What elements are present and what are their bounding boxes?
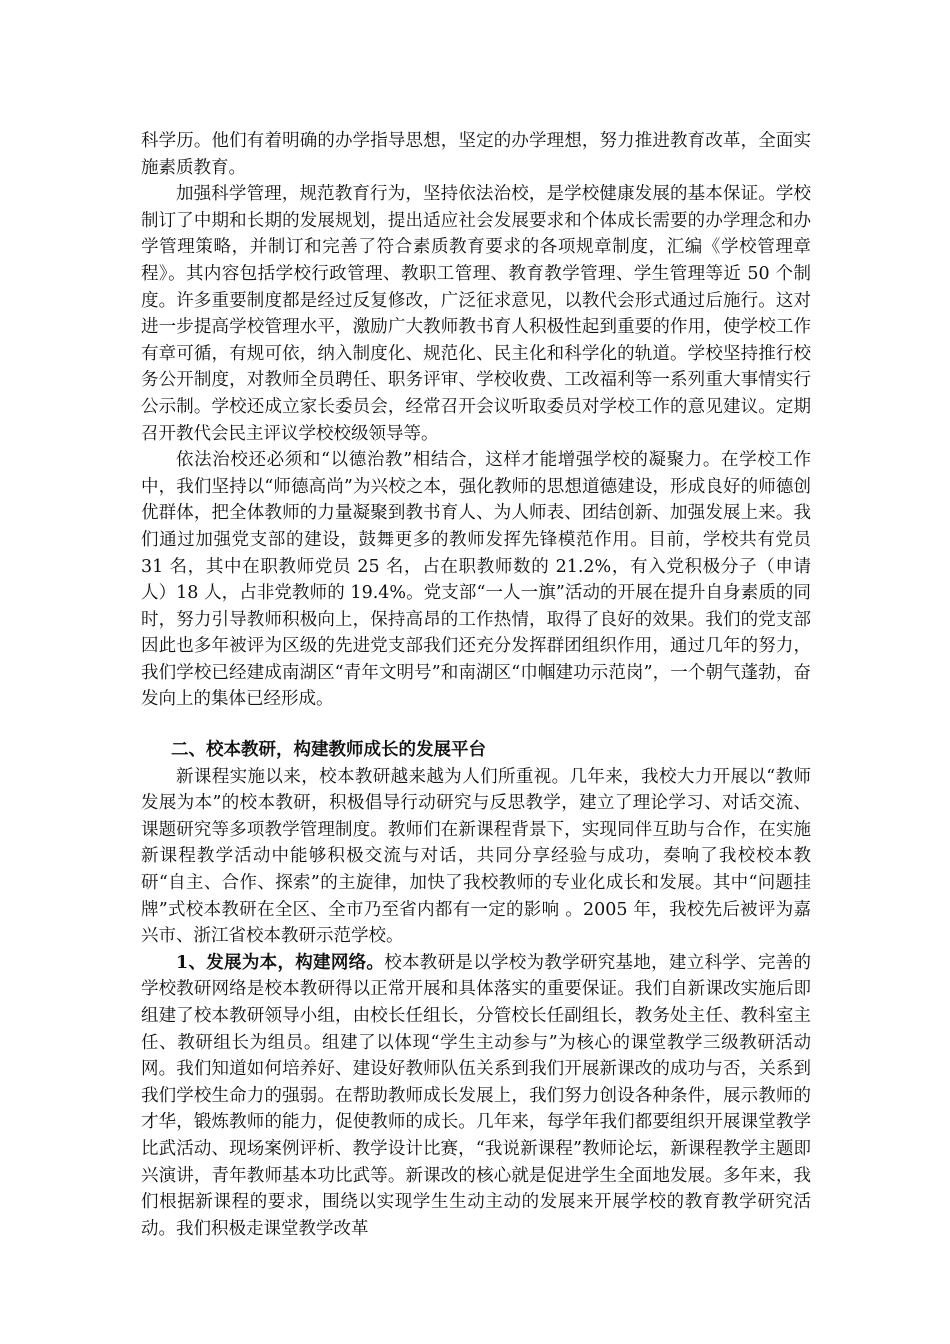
paragraph-school-research: 新课程实施以来，校本教研越来越为人们所重视。几年来，我校大力开展以“教师发展为本”的校本教研，积极倡导行动研究与反思教学，建立了理论学习、对话交流、课题研究等多项教学管理制度。教师们在新课程背景下，实现同伴互助与合作，在实施新课程教学活动中能够积极交流与对话，共同分享经验与成功，奏响了我校校本教研“自主、合作、探索”的主旋律，加快了我校教师的专业化成长和发展。其中“问题挂牌”式校本教研在全区、全市乃至省内都有一定的影响 。2005 年，我校先后被评为嘉兴市、浙江省校本教研示范学校。	[141, 766, 811, 947]
paragraph-gap	[141, 713, 811, 737]
subsection-body: 校本教研是以学校为教学研究基地，建立科学、完善的学校教研网络是校本教研得以正常开展和具体落实的重要保证。我们自新课改实施后即组建了校本教研领导小组，由校长任组长，分管校长任副组长，教务处主任、教科室主任、教研组长为组员。组建了以体现“学生主动参与”为核心的课堂教学三级教研活动网。我们知道如何培养好、建设好教师队伍关系到我们开展新课改的成功与否，关系到我们学校生命力的强弱。在帮助教师成长发展上，我们努力创设各种条件，展示教师的才华，锻炼教师的能力，促使教师的成长。几年来，每学年我们都要组织开展课堂教学比武活动、现场案例评析、教学设计比赛，“我说新课程”教师论坛，新课程教学主题即兴演讲，青年教师基本功比武等。新课改的核心就是促进学生全面地发展。多年来，我们根据新课程的要求，围绕以实现学生生动主动的发展来开展学校的教育教学研究活动。我们积极走课堂教学改革	[141, 952, 811, 1239]
document-body	[141, 128, 811, 1242]
paragraph-school-management: 加强科学管理，规范教育行为，坚持依法治校，是学校健康发展的基本保证。学校制订了中期和长期的发展规划，提出适应社会发展要求和个体成长需要的办学理念和办学管理策略，并制订和完善了符合素质教育要求的各项规章制度，汇编《学校管理章程》。其内容包括学校行政管理、教职工管理、教育教学管理、学生管理等近 50 个制度。许多重要制度都是经过反复修改，广泛征求意见，以教代会形式通过后施行。这对进一步提高学校管理水平，激励广大教师教书育人积极性起到重要的作用，使学校工作有章可循，有规可依，纳入制度化、规范化、民主化和科学化的轨道。学校坚持推行校务公开制度，对教师全员聘任、职务评审、学校收费、工改福利等一系列重大事情实行公示制。学校还成立家长委员会，经常召开会议听取委员对学校工作的意见建议。定期召开教代会民主评议学校校级领导等。	[141, 184, 811, 444]
subsection-lead: 1、发展为本，构建网络。	[176, 952, 385, 973]
paragraph-continuation: 科学历。他们有着明确的办学指导思想，坚定的办学理想，努力推进教育改革，全面实施素质教育。	[141, 131, 811, 178]
paragraph-moral-education: 依法治校还必须和“以德治教”相结合，这样才能增强学校的凝聚力。在学校工作中，我们坚持以“师德高尚”为兴校之本，强化教师的思想道德建设，形成良好的师德创优群体，把全体教师的力量凝聚到教书育人、为人师表、团结创新、加强发展上来。我们通过加强党支部的建设，鼓舞更多的教师发挥先锋模范作用。目前，学校共有党员 31 名，其中在职教师党员 25 名，占在职教师数的 21.2%，有入党积极分子（申请人）18 人，占非党教师的 19.4%。党支部“一人一旗”活动的开展在提升自身素质的同时，努力引导教师积极向上，保持高昂的工作热情，取得了良好的效果。我们的党支部因此也多年被评为区级的先进党支部我们还充分发挥群团组织作用，通过几年的努力，我们学校已经建成南湖区“青年文明号”和南湖区“巾帼建功示范岗”，一个朝气蓬勃，奋发向上的集体已经形成。	[141, 450, 811, 710]
section-heading: 二、校本教研，构建教师成长的发展平台	[171, 740, 486, 761]
paragraph-network	[141, 950, 811, 1243]
